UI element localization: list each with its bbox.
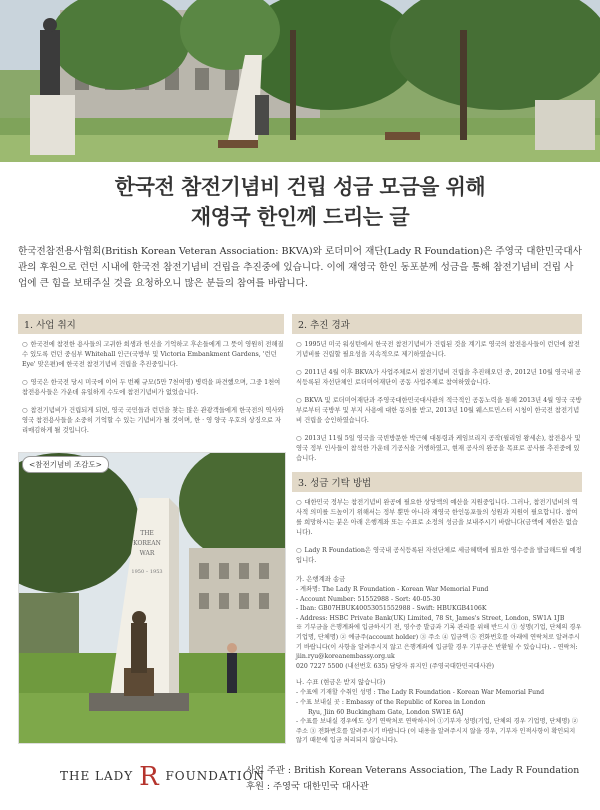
title-line-2: 재영국 한인께 드리는 글	[190, 204, 410, 229]
donation-paragraph: ○ 대한민국 정부는 참전기념비 완공에 필요한 상당액의 예산을 지원중입니다. 그러나, 참전기념비의 역사적 의미를 드높이기 위해서는 정부 뿐만 아니라 재영국 한인동포들의 성원과 지원이 필요합니다. 참여를 희망하시는 분은 아래 은행계좌 또는 수표로 소정의 성금을 보내주시기 바랍니다(금액에 제한은 없습니다).	[296, 499, 578, 536]
cheque-line: Ryu, Jiin 60 Buckingham Gate, London SW1E 6AJ	[308, 708, 464, 716]
cheque-line: - 수표 보내실 곳 : Embassy of the Republic of Korea in London	[296, 698, 486, 706]
left-column	[18, 314, 284, 444]
title-line-1: 한국전 참전기념비 건립 성금 모금을 위해	[114, 174, 486, 199]
purpose-paragraph: ○ 한국전에 참전한 용사들의 고귀한 희생과 헌신을 기억하고 후손들에게 그 뜻이 영원히 전해질 수 있도록 런던 중심부 Whitehall 인근(국방부 및 Victoria Embankment Gardens, '런던 Eye' 맞은편)에 한국전 참전기념비 건립을 추진중입니다.	[22, 341, 284, 368]
svg-text:WAR: WAR	[139, 550, 155, 557]
progress-paragraph: ○ 2013년 11월 5일 영국을 국빈방문한 박근혜 대통령과 케임브리지 공작(윌리엄 왕세손), 참전용사 및 영국 정부 인사들이 참석한 가운데 기공식을 거행하였고, 현재 공사의 완공을 목표로 공사를 추진중에 있습니다.	[296, 435, 581, 462]
section-heading-progress: 2. 추진 경과	[292, 314, 582, 334]
footer-host	[246, 763, 579, 779]
header-photo	[0, 0, 600, 162]
svg-text:KOREAN: KOREAN	[133, 540, 161, 547]
logo-text-right: FOUNDATION	[165, 769, 265, 783]
intro-paragraph: 한국전참전용사협회(British Korean Veteran Association: BKVA)와 로더미어 재단(Lady R Foundation)은 주영국 대한민국대사관의 후원으로 런던 시내에 한국전 참전기념비 건립을 추진중에 있습니다. 이에 재영국 한인 동포분께 성금을 통해 참전기념비 건립 사업에 큰 힘을 보태주실 것을 요청하오니 많은 분들의 참여를 바랍니다.	[18, 246, 582, 289]
memorial-caption: <참전기념비 조감도>	[22, 456, 109, 473]
cheque-line: - 수표에 기재할 수취인 성명 : The Lady R Foundation - Korean War Memorial Fund	[296, 689, 545, 697]
cheque-heading: 나. 수표 (현금은 받지 않습니다)	[296, 678, 386, 687]
purpose-paragraph: ○ 영국은 한국전 당시 미국에 이어 두 번째 규모(5만 7천여명) 병력을 파견했으며, 그중 1천여 참전용사들은 가운데 유일하게 수도에 참전기념비가 없었습니다.	[22, 379, 281, 396]
progress-paragraph: ○ 1995년 미국 워싱턴에서 한국전 참전기념비가 건립된 것을 계기로 영국의 참전용사들이 런던에 참전기념비를 건립할 필요성을 지속적으로 제기하였습니다.	[296, 341, 580, 358]
bank-details	[296, 585, 582, 671]
bank-line: - Address: HSBC Private Bank(UK) Limited, 78 St, James's Street, London, SW1A 1JB	[296, 614, 565, 622]
svg-text:THE: THE	[140, 530, 154, 537]
purpose-paragraph: ○ 참전기념비가 건립되게 되면, 영국 국민들과 런던을 찾는 많은 관광객들에게 한국전의 역사와 영국 참전용사들을 소중히 기억할 수 있는 기념비가 될 것이며, 한 · 영 양국 우호의 상징으로 자리매김하게 될 것입니다.	[22, 407, 284, 434]
memorial-rendering-image	[18, 452, 286, 744]
cheque-line: - 수표를 보내실 경우에도 상기 연락처로 연락하시어 ①기부자 성명(기업, 단체의 경우 기업명, 단체명) ②주소 ③ 전화번호를 알려주시기 바랍니다 (이 내용을 알려주시지 않을 경우, 기부자 인적사항이 확인되지 않기 때문에 입금 처리되지 않습니다).	[296, 718, 578, 745]
cheque-details	[296, 688, 582, 746]
page-title	[0, 172, 600, 232]
footer-sponsor-value: 주영국 대한민국 대사관	[273, 781, 369, 792]
section-heading-donation: 3. 성금 기탁 방법	[292, 472, 582, 492]
footer-sponsor-label: 후원 :	[246, 781, 271, 792]
footer-host-value: British Korean Veterans Association, The Lady R Foundation	[293, 765, 580, 776]
lady-r-foundation-logo	[60, 762, 265, 792]
bank-line: 020 7227 5500 (내선번호 635) 담당자 류지인 (주영국대한민국대사관)	[296, 662, 495, 670]
section-heading-purpose: 1. 사업 취지	[18, 314, 284, 334]
progress-paragraph: ○ BKVA 및 로더미어재단과 주영국대한민국대사관의 적극적인 공동노력을 통해 2013년 4월 영국 국방부로부터 국방부 및 부지 사용에 대한 동의를 받고, 2013년 10월 웨스트민스터 시청이 한국전 참전기념비 건립을 승인하였습니다.	[296, 397, 582, 424]
logo-text-left: THE LADY	[60, 769, 134, 783]
footer-sponsor	[246, 779, 579, 795]
svg-text:1950 – 1953: 1950 – 1953	[131, 569, 163, 575]
progress-paragraph: ○ 2011년 4월 이후 BKVA가 사업주체로서 참전기념비 건립을 추진해오던 중, 2012년 10월 영국내 공식등록된 자선단체인 로더미어재단이 공동 사업주체로 참여하였습니다.	[296, 369, 582, 386]
bank-line: - 계좌명: The Lady R Foundation - Korean War Memorial Fund	[296, 586, 489, 593]
logo-r-mark: R	[139, 762, 160, 792]
bank-line: - Iban: GB07HBUK40053051552988 - Swift: HBUKGB4106K	[296, 605, 487, 613]
right-column	[292, 314, 582, 746]
bank-line: - Account Number: 51552988 - Sort: 40-05-30	[296, 595, 441, 603]
footer-host-label: 사업 주관 :	[246, 765, 291, 776]
bank-transfer-heading: 가. 은행계좌 송금	[296, 575, 346, 583]
donation-paragraph: ○ Lady R Foundation은 영국내 공식등록된 자선단체로 세금혜택에 필요한 영수증을 발급해드릴 예정입니다.	[296, 547, 582, 564]
bank-line: ※ 기부금을 은행계좌에 입금하시기 전, 영수증 발급과 기록 관리를 위해 반드시 ① 성명(기업, 단체의 경우 기업명, 단체명) ② 예금주(account holder) ③ 주소 ④ 입금액 ⑤ 전화번호를 아래에 연락처로 알려주시기 바랍니다(이 사항을 알려주시지 않고 은행계좌에 입금할 경우 기부금은 반환될 수 있습니다). - 연락처: jiin.ryu@koreanembassy.org.uk	[296, 624, 582, 661]
footer-info	[246, 763, 579, 795]
